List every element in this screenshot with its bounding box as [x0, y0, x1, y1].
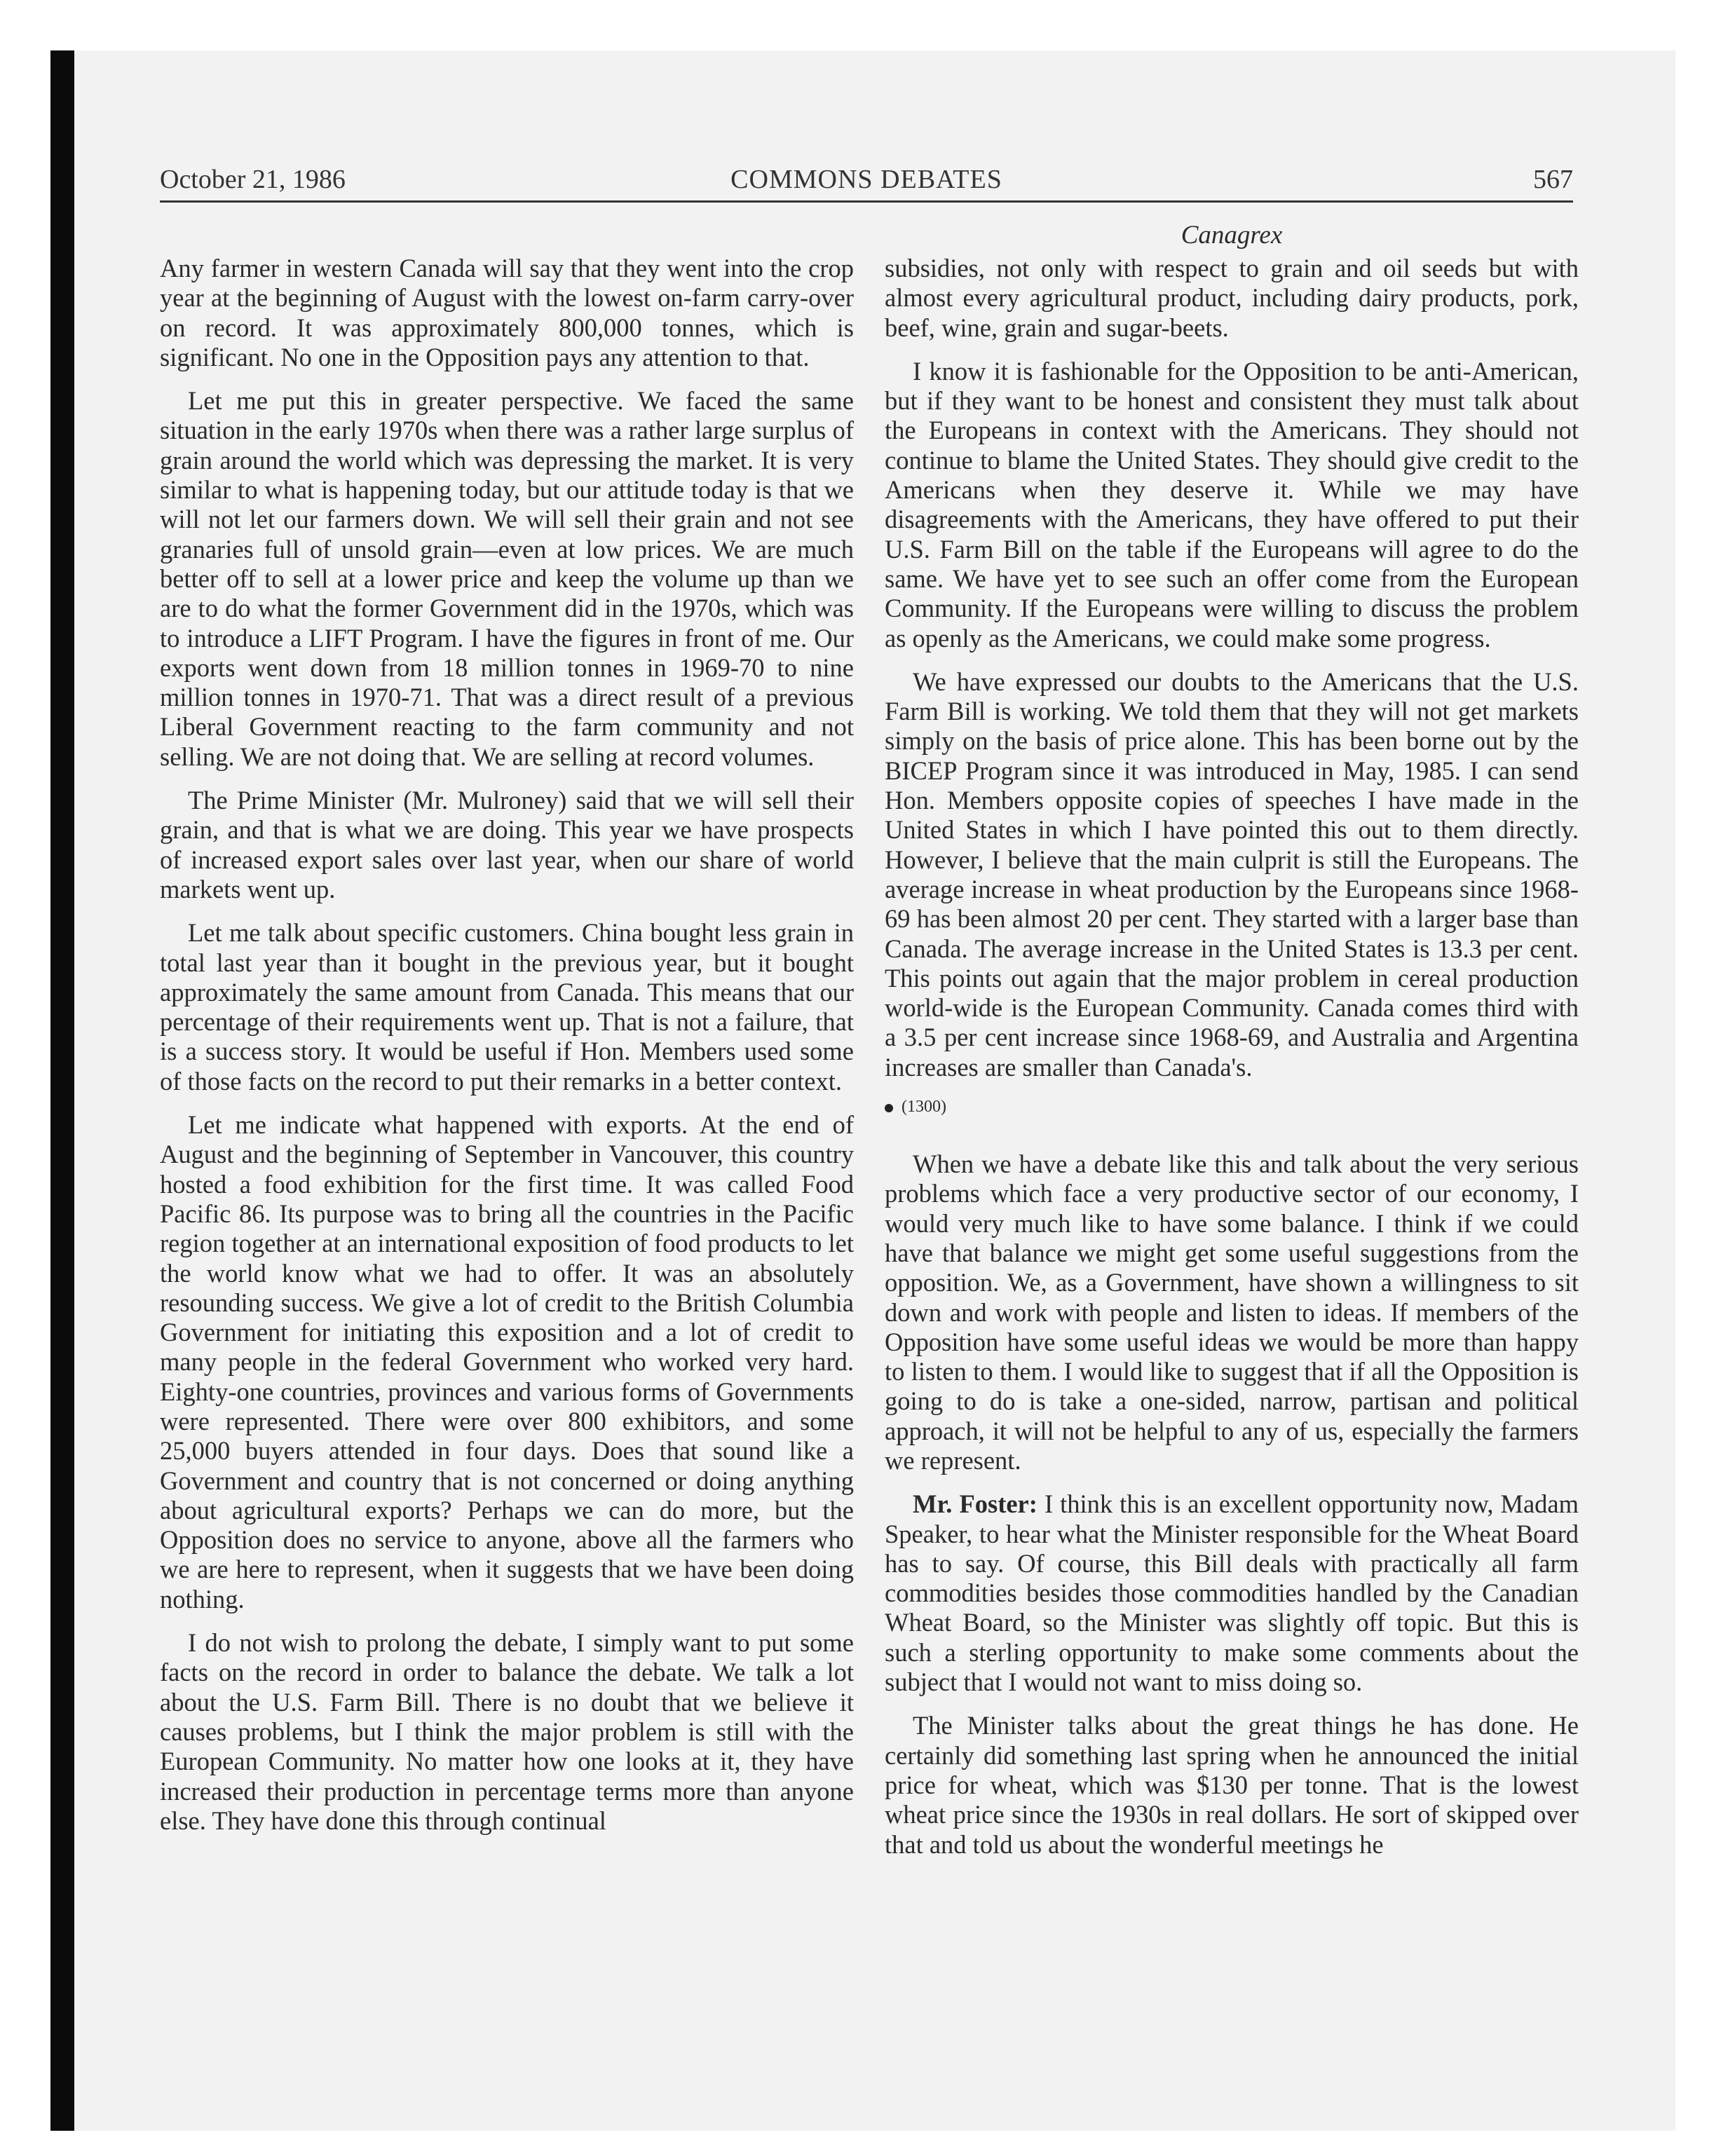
header-date: October 21, 1986	[160, 165, 346, 194]
paragraph: Let me talk about specific customers. China bought less grain in total last year than it bought in the previous year, but it bought approximately the same amount from Canada. This means that our percentage of their requirements went up. That is not a failure, that is a success story. It would be useful if Hon. Members used some of those facts on the record to put their remarks in a better context.	[160, 918, 854, 1096]
paragraph: I know it is fashionable for the Opposition to be anti-American, but if they want to be honest and consistent they must talk about the Europeans in context with the Americans. They should not continue to blame the United States. They should give credit to the Americans when they deserve it. While we may have disagreements with the Americans, they have offered to put their U.S. Farm Bill on the table if the Europeans will agree to do the same. We have yet to see such an offer come from the European Community. If the Europeans were willing to discuss the problem as openly as the Americans, we could make some progress.	[885, 356, 1579, 653]
paragraph-continuation: subsidies, not only with respect to grain and oil seeds but with almost every agricultural product, including dairy products, pork, beef, wine, grain and sugar-beets.	[885, 254, 1579, 342]
header-page-number: 567	[1533, 165, 1573, 194]
right-column	[885, 217, 1579, 1874]
speaker-paragraph	[885, 1489, 1579, 1697]
time-marker-label: (1300)	[901, 1098, 946, 1117]
paragraph: Let me indicate what happened with exports. At the end of August and the beginning of September in Vancouver, this country hosted a food exhibition for the first time. It was called Food Pacific 86. Its purpose was to bring all the countries in the Pacific region together at an international exposition of food products to let the world know what we had to offer. It was an absolutely resounding success. We give a lot of credit to the British Columbia Government for initiating this exposition and a lot of credit to many people in the federal Government who worked very hard. Eighty-one countries, provinces and various forms of Governments were represented. There were over 800 exhibitors, and some 25,000 buyers attended in four days. Does that sound like a Government and country that is not concerned or doing anything about agricultural exports? Perhaps we can do more, but the Opposition does no service to anyone, above all the farmers who we are here to represent, when it suggests that we have been doing nothing.	[160, 1110, 854, 1613]
page-header	[160, 160, 1573, 199]
section-title: Canagrex	[1181, 221, 1283, 250]
paragraph: Let me put this in greater perspective. We faced the same situation in the early 1970s when there was a rather large surplus of grain around the world which was depressing the market. It is very similar to what is happening today, but our attitude today is that we will not let our farmers down. We will sell their grain and not see granaries full of unsold grain—even at low prices. We are much better off to sell at a lower price and keep the volume up than we are to do what the former Government did in the 1970s, which was to introduce a LIFT Program. I have the figures in front of me. Our exports went down from 18 million tonnes in 1969-70 to nine million tonnes in 1970-71. That was a direct result of a previous Liberal Government reacting to the farm community and not selling. We are not doing that. We are selling at record volumes.	[160, 386, 854, 771]
bullet-icon	[885, 1104, 893, 1112]
paragraph: The Prime Minister (Mr. Mulroney) said that we will sell their grain, and that is what we are doing. This year we have prospects of increased export sales over last year, when our share of world markets went up.	[160, 786, 854, 903]
time-marker	[885, 1096, 1579, 1117]
header-publication: COMMONS DEBATES	[730, 165, 1002, 194]
paragraph: We have expressed our doubts to the Americans that the U.S. Farm Bill is working. We told them that they will not get markets simply on the basis of price alone. This has been borne out by the BICEP Program since it was introduced in May, 1985. I can send Hon. Members opposite copies of speeches I have made in the United States in which I have pointed this out to them directly. However, I believe that the main culprit is still the Europeans. The average increase in wheat production by the Europeans since 1968-69 has been almost 20 per cent. They started with a larger base than Canada. The average increase in the United States is 13.3 per cent. This points out again that the major problem in cereal production world-wide is the European Community. Canada comes third with a 3.5 per cent increase since 1968-69, and Australia and Argentina increases are smaller than Canada's.	[885, 667, 1579, 1082]
binding-edge	[50, 50, 74, 2131]
speaker-name: Mr. Foster:	[913, 1489, 1037, 1519]
paragraph: I do not wish to prolong the debate, I simply want to put some facts on the record in order to balance the debate. We talk a lot about the U.S. Farm Bill. There is no doubt that we believe it causes problems, but I think the major problem is still with the European Community. No matter how one looks at it, they have increased their production in percentage terms more than anyone else. They have done this through continual	[160, 1628, 854, 1835]
paragraph: The Minister talks about the great things he has done. He certainly did something last spring when he announced the initial price for wheat, which was $130 per tonne. That is the lowest wheat price since the 1930s in real dollars. He sort of skipped over that and told us about the wonderful meetings he	[885, 1711, 1579, 1859]
speaker-text: I think this is an excellent opportunity now, Madam Speaker, to hear what the Minister responsible for the Wheat Board has to say. Of course, this Bill deals with practically all farm commodities besides those commodities handled by the Canadian Wheat Board, so the Minister was slightly off topic. But this is such a sterling opportunity to make some comments about the subject that I would not want to miss doing so.	[885, 1489, 1579, 1697]
paragraph: When we have a debate like this and talk about the very serious problems which face a very productive sector of our economy, I would very much like to have some balance. I think if we could have that balance we might get some useful suggestions from the opposition. We, as a Government, have shown a willingness to sit down and work with people and listen to ideas. If members of the Opposition have some useful ideas we would be more than happy to listen to them. I would like to suggest that if all the Opposition is going to do is take a one-sided, narrow, partisan and political approach, it will not be helpful to any of us, especially the farmers we represent.	[885, 1149, 1579, 1475]
left-column	[160, 254, 854, 1850]
paragraph: Any farmer in western Canada will say that they went into the crop year at the beginning of August with the lowest on-farm carry-over on record. It was approximately 800,000 tonnes, which is significant. No one in the Opposition pays any attention to that.	[160, 254, 854, 371]
header-rule	[160, 200, 1573, 203]
